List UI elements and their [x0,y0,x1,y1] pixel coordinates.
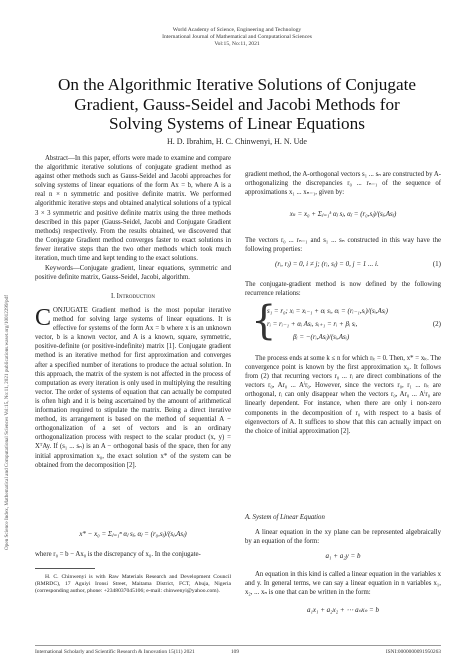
right-paragraph-4-text: The process ends at some k ≤ n for which rₖ = 0. Then, x* = xₖ. The convergence point is known by the first approximation x₀. It follows from (2) that recurring vectors r₀ ... rᵢ are direct combinations of the vectors r₀, Ar₀ ... Aⁱr₀. However, since the vectors r₀, r₁ ... rₖ are orthogonal, rᵢ can only disappear when the vectors r₀, Ar₀ ... Aⁱr₀ are linearly dependent. For instance, when there are only i non-zero components in the decomposition of r₀ with respect to a basis of eigenvectors of A. It suffices to show that this can actually impact on the choice of initial approximation [2]. [245,355,441,435]
equation-decomposition: x* − x₀ = Σⱼ₌₁ⁿ αⱼ sⱼ, αⱼ = (r₀,sⱼ)/(sⱼ,Asⱼ) [79,530,187,538]
footer-rule [35,645,441,646]
equation-1-row [245,260,441,272]
right-paragraph-5-text: A linear equation in the xy plane can be represented algebraically by an equation of the form: [245,529,441,546]
equation-linear-2var: a₁ + a₂y = b [325,552,361,560]
right-paragraph-6-text: An equation in this kind is called a linear equation in the variables x and y. In general terms, we can say a linear equation in n variables x₁, x₂, ... xₙ is one that can be written in the form: [245,571,441,597]
footer-isni: ISNI:0000000091950263 [385,649,441,655]
intro-paragraph: ONJUGATE Gradient method is the most popular iterative method for solving large systems of linear equations. It is effective for systems of the form Ax = b where x is an unknown vector, b is a known vector, and A is a known, square, symmetric, positive-definite (or positive-indefinite) matrix [1]. Conjugate gradient method is an iterative method for first approximation and converges after a specified number of iterations to produce the actual solution. In this approach, the matrix of the system is not affected in the process of computation as every iteration is only used in multiplying the resulting vector. The order of systems of equation that can actually be computed is often high and it is being ascertained by the amount of arithmetical information required to stipulate the matrix. Being a direct iterative method, its arrangement is based on the method of sequential A − orthogonalization of a set of vectors and is an ordinary orthogonalization process with respect to the scalar product (x, y) = XᵀAy. If (s₁ ... sₙ) is an A − orthogonal basis of the space, then for any initial approximation x₀, the exact solution x* of the system can be obtained from the decomposition [2]. [35,307,231,469]
sidebar-citation [2,150,12,550]
footnote-text: H. C. Chinwenyi is with Raw Materials Research and Development Council (RMRDC), 17 Aguiyi Ironsi Street, Maitama District, FCT, Abuja, Nigeria (corresponding author, phone: +2348037045106; e-mail: chinwenyi@yahoo.com). [35,574,231,594]
footnote-rule [35,568,95,569]
keywords [35,264,231,282]
abstract-text: Abstract—In this paper, efforts were made to examine and compare the algorithmic iterative solutions of conjugate gradient method as against other methods such as Gauss-Seidel and Jacobi approaches for solving systems of linear equations of the form Ax = b, where A is a real n × n symmetric and positive definite matrix. We performed algorithmic iterative steps and obtained analytical solutions of a typical 3 × 3 symmetric and positive definite matrix using the three methods described in this paper (Gauss-Seidel, Jacobi and Conjugate Gradient methods) respectively. From the results obtained, we discovered that the Conjugate Gradient method converges faster to exact solutions in fewer iterative steps than the two other methods which took much iteration, much time and kept tending to the exact solutions. [35,155,231,263]
equation-orthogonality: (rᵢ, rⱼ) = 0, i ≠ j; (rᵢ, sⱼ) = 0, j = 1 ... i. [275,260,379,268]
header-line-3: Vol:15, No:11, 2021 [214,41,260,47]
right-paragraph-2: The vectors r₀ ... rₙ₋₁ and s₁ ... sₙ constructed in this way have the following properties: [245,237,441,254]
right-paragraph-6 [245,570,441,597]
right-paragraph-3: The conjugate-gradient method is now defined by the following recurrence relations: [245,281,441,298]
subsection-heading: A. System of Linear Equation [245,514,325,521]
header-line-2: International Journal of Mathematical and Computational Sciences [162,34,312,40]
abstract [35,154,231,263]
right-paragraph-1: gradient method, the A-orthogonal vectors s₁ ... sₙ are constructed by A-orthogonalizing the discrepancies r₀ ... rₙ₋₁ of the sequence of approximations x₁ ... xₙ₋₁, given by: [245,171,441,197]
equation-linear-nvar: a₁x₁ + a₂x₂ + ⋯ aₙxₙ = b [306,606,380,614]
footnote [35,574,231,595]
introduction [35,306,231,470]
right-paragraph-4 [245,354,441,436]
equation-approximation: xₖ = x₀ + Σⱼ₌₁ᵏ αⱼ sⱼ, αⱼ = (r₀,sⱼ)/(sⱼ,Asⱼ) [289,210,397,218]
sidebar-citation-text: Open Science Index, Mathematical and Computational Sciences Vol:15, No:11, 2021 publications.waset.org/10012299/pdf [4,295,10,550]
title-line-3: Solving Systems of Linear Equations [109,114,365,133]
recurrence-line-1: s₁ = r₀; xᵢ = xᵢ₋₁ + αᵢ sᵢ, αᵢ = (rᵢ₋₁,sᵢ)/(sᵢ,Asᵢ) [267,307,388,315]
recurrence-line-3: βᵢ = −(rᵢ,Asᵢ)/(sᵢ,Asᵢ) [293,333,350,341]
equation-2-block [245,298,441,349]
title-line-1: On the Algorithmic Iterative Solutions of Conjugate [57,75,417,94]
journal-header [0,27,474,48]
header-line-1: World Academy of Science, Engineering and Technology [172,27,302,33]
paper-title [0,75,474,134]
keywords-text: Keywords—Conjugate gradient, linear equations, symmetric and positive definite matrix, Gauss-Seidel, Jacobi, algorithm. [35,265,231,282]
section-heading: I. Introduction [110,293,156,300]
drop-cap: C [35,305,52,331]
equation-2-number: (2) [432,320,441,328]
right-paragraph-5 [245,528,441,546]
title-line-2: Gradient, Gauss-Seidel and Jacobi Methods for [74,94,400,114]
equation-1-number: (1) [432,260,441,268]
intro-continuation: where r₀ = b − Ax₀ is the discrepancy of x₀. In the conjugate- [35,551,201,558]
recurrence-line-2: rᵢ = rᵢ₋₁ + αᵢ Asᵢ, sᵢ₊₁ = rᵢ + βᵢ sᵢ, [267,320,358,328]
left-brace: { [251,298,277,344]
footer-journal: International Scholarly and Scientific Research & Innovation 15(11) 2021 [35,649,195,655]
author-list: H. D. Ibrahim, H. C. Chinwenyi, H. N. Ude [167,137,307,146]
footer-page-number: 109 [230,649,240,655]
